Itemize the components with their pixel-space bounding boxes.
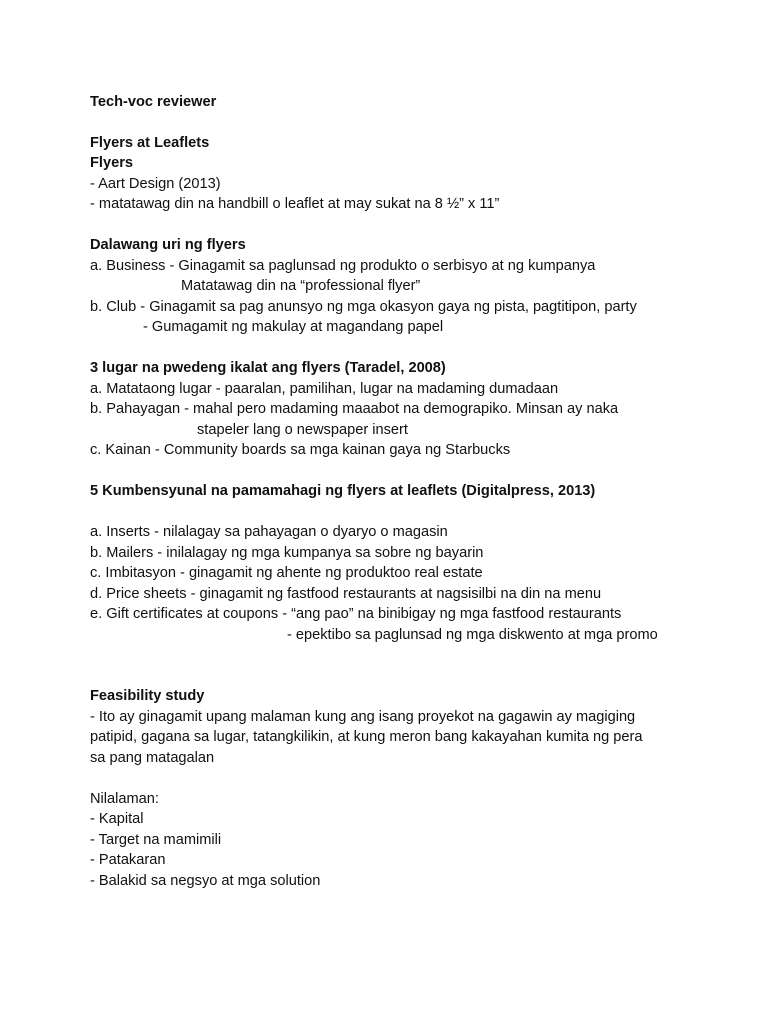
text-line: b. Pahayagan - mahal pero madaming maaabot na demograpiko. Minsan ay naka (90, 401, 619, 417)
document-title: Tech-voc reviewer (90, 94, 217, 110)
text-line: b. Club - Ginagamit sa pag anunsyo ng mga okasyon gaya ng pista, pagtitipon, party (90, 299, 637, 315)
list-item: - Target na mamimili (90, 832, 222, 848)
text-line: - Aart Design (2013) (90, 176, 221, 192)
section-heading-conventional: 5 Kumbensyunal na pamamahagi ng flyers at leaflets (Digitalpress, 2013) (90, 483, 596, 499)
contents-label: Nilalaman: (90, 791, 159, 807)
text-line: - Ito ay ginagamit upang malaman kung ang isang proyekot na gagawin ay magiging (90, 709, 636, 725)
section-heading-places: 3 lugar na pwedeng ikalat ang flyers (Taradel, 2008) (90, 360, 446, 376)
text-line: patipid, gagana sa lugar, tatangkilikin, at kung meron bang kakayahan kumita ng pera (90, 729, 643, 745)
subheading-flyers: Flyers (90, 155, 133, 171)
text-line: e. Gift certificates at coupons - “ang pao” na binibigay ng mga fastfood restaurants (90, 606, 622, 622)
text-line: c. Kainan - Community boards sa mga kainan gaya ng Starbucks (90, 442, 511, 458)
text-line: Matatawag din na “professional flyer” (181, 278, 421, 294)
section-heading-flyer-types: Dalawang uri ng flyers (90, 237, 246, 253)
text-line: - epektibo sa paglunsad ng mga diskwento at mga promo (287, 627, 658, 643)
text-line: stapeler lang o newspaper insert (197, 422, 408, 438)
section-heading-feasibility: Feasibility study (90, 688, 205, 704)
text-line: - matatawag din na handbill o leaflet at may sukat na 8 ½” x 11” (90, 196, 500, 212)
section-heading-flyers-leaflets: Flyers at Leaflets (90, 135, 210, 151)
text-line: c. Imbitasyon - ginagamit ng ahente ng produktoo real estate (90, 565, 483, 581)
text-line: - Gumagamit ng makulay at magandang papel (143, 319, 444, 335)
list-item: - Balakid sa negsyo at mga solution (90, 873, 321, 889)
text-line: b. Mailers - inilalagay ng mga kumpanya sa sobre ng bayarin (90, 545, 484, 561)
text-line: sa pang matagalan (90, 750, 215, 766)
text-line: d. Price sheets - ginagamit ng fastfood restaurants at nagsisilbi na din na menu (90, 586, 602, 602)
text-line: a. Inserts - nilalagay sa pahayagan o dyaryo o magasin (90, 524, 448, 540)
text-line: a. Matataong lugar - paaralan, pamilihan, lugar na madaming dumadaan (90, 381, 559, 397)
list-item: - Kapital (90, 811, 144, 827)
text-line: a. Business - Ginagamit sa paglunsad ng produkto o serbisyo at ng kumpanya (90, 258, 596, 274)
list-item: - Patakaran (90, 852, 166, 868)
